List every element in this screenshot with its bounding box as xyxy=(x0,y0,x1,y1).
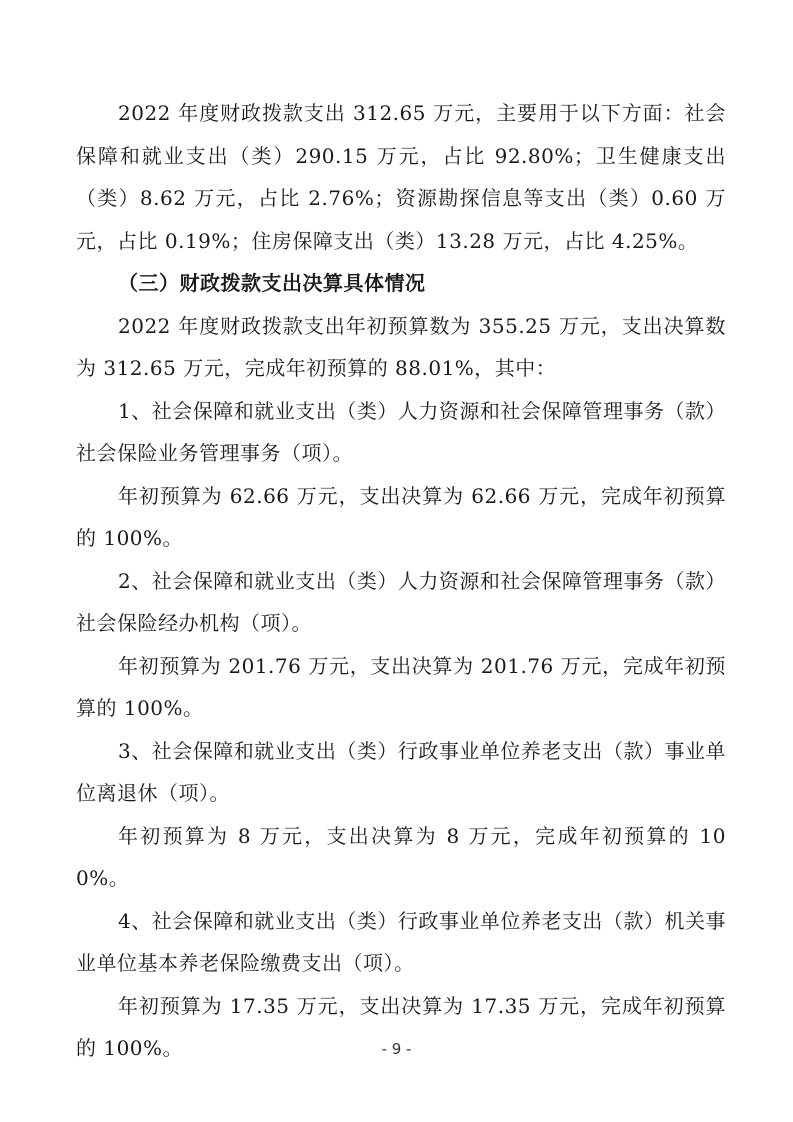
document-body xyxy=(76,92,726,1070)
page-number: - 9 - xyxy=(381,1040,412,1058)
item-2-title: 2、社会保障和就业支出（类）人力资源和社会保障管理事务（款）社会保险经办机构（项）。 xyxy=(76,568,726,635)
item-1-title: 1、社会保障和就业支出（类）人力资源和社会保障管理事务（款）社会保险业务管理事务（项）。 xyxy=(76,398,726,465)
item-4-title: 4、社会保障和就业支出（类）行政事业单位养老支出（款）机关事业单位基本养老保险缴费支出（项）。 xyxy=(76,908,726,975)
paragraph-expenditure-summary: 2022 年度财政拨款支出 312.65 万元，主要用于以下方面：社会保障和就业支出（类）290.15 万元，占比 92.80%；卫生健康支出（类）8.62 万元，占比 2.76%；资源勘探信息等支出（类）0.60 万元，占比 0.19%；住房保障支出（类）13.28 万元，占比 4.25%。 xyxy=(76,101,726,253)
item-2-detail: 年初预算为 201.76 万元，支出决算为 201.76 万元，完成年初预算的 100%。 xyxy=(76,653,726,720)
item-3-detail: 年初预算为 8 万元，支出决算为 8 万元，完成年初预算的 100%。 xyxy=(76,823,726,890)
item-4-detail: 年初预算为 17.35 万元，支出决算为 17.35 万元，完成年初预算的 100%。 xyxy=(76,993,726,1060)
paragraph-budget-overview: 2022 年度财政拨款支出年初预算数为 355.25 万元，支出决算数为 312.65 万元，完成年初预算的 88.01%，其中： xyxy=(76,313,726,380)
section-heading: （三）财政拨款支出决算具体情况 xyxy=(118,271,426,295)
item-3-title: 3、社会保障和就业支出（类）行政事业单位养老支出（款）事业单位离退休（项）。 xyxy=(76,738,726,805)
item-1-detail: 年初预算为 62.66 万元，支出决算为 62.66 万元，完成年初预算的 100%。 xyxy=(76,483,726,550)
